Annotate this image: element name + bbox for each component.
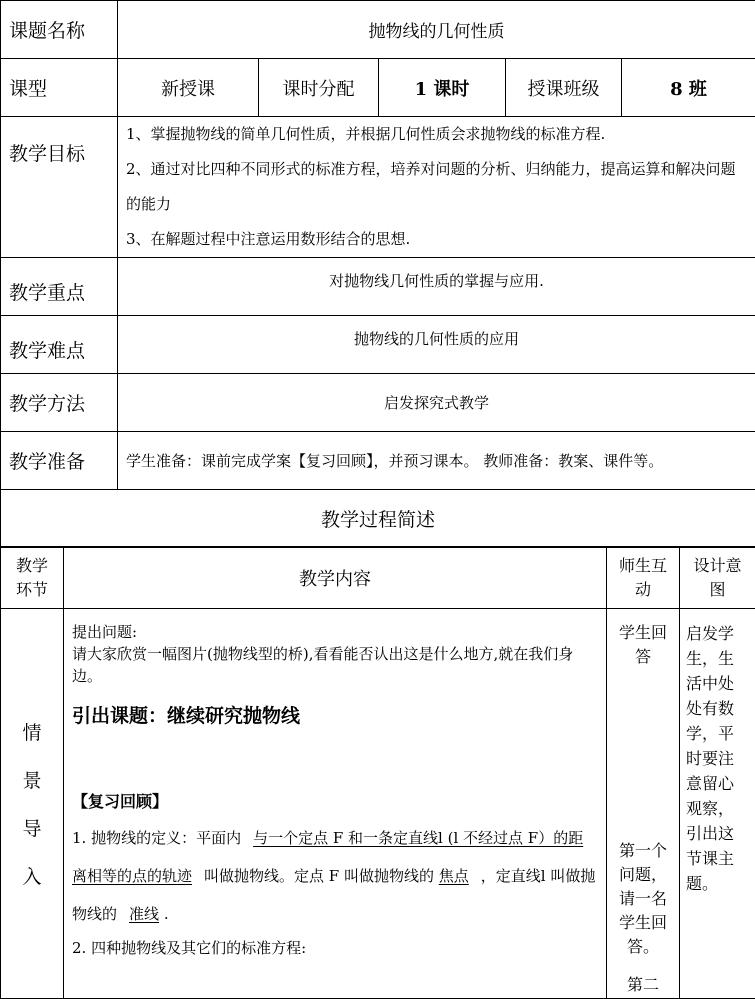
objectives-list [118, 117, 755, 258]
hours-value: 1 课时 [379, 59, 506, 117]
key-points-label: 教学重点 [1, 258, 118, 316]
content-cell [64, 609, 607, 999]
key-points-value: 对抛物线几何性质的掌握与应用. [118, 258, 755, 316]
class-value: 8 班 [622, 59, 755, 117]
objectives-label: 教学目标 [1, 117, 118, 258]
class-label: 授课班级 [506, 59, 622, 117]
question-label: 提出问题: [72, 621, 598, 643]
hours-label: 课时分配 [259, 59, 379, 117]
col-interaction: 师生互动 [607, 547, 680, 609]
type-label: 课型 [1, 59, 118, 117]
focus-blank: 焦点 [439, 867, 469, 885]
objective-item: 3、在解题过程中注意运用数形结合的思想. [126, 222, 747, 257]
topic-value: 抛物线的几何性质 [118, 1, 755, 59]
lesson-heading: 引出课题：继续研究抛物线 [72, 705, 598, 727]
standard-equations-item: 2. 四种抛物线及其它们的标准方程: [72, 937, 598, 959]
methods-label: 教学方法 [1, 374, 118, 432]
col-intent: 设计意图 [680, 547, 755, 609]
methods-value: 启发探究式教学 [118, 374, 755, 432]
stage-label: 情景导入 [1, 609, 64, 999]
col-content: 教学内容 [64, 547, 607, 609]
interaction-bottom: 第一个问题，请一名学生回答。 [613, 839, 673, 959]
review-heading: 【复习回顾】 [72, 791, 598, 813]
topic-label: 课题名称 [1, 1, 118, 59]
definition-paragraph [72, 819, 598, 933]
difficulties-label: 教学难点 [1, 316, 118, 374]
directrix-blank: 准线 [129, 905, 159, 923]
definition-text: ，定直线l 叫做抛物线的 [72, 867, 595, 923]
process-title: 教学过程简述 [1, 490, 755, 548]
process-table [0, 546, 755, 999]
interaction-cell [607, 609, 680, 999]
difficulties-value: 抛物线的几何性质的应用 [118, 316, 755, 374]
interaction-cut: 第二 [613, 973, 673, 997]
definition-end: . [164, 905, 169, 923]
preparation-label: 教学准备 [1, 432, 118, 490]
preparation-value: 学生准备：课前完成学案【复习回顾】，并预习课本。 教师准备：教案、课件等。 [118, 432, 755, 490]
definition-text: 1. 抛物线的定义：平面内 [72, 829, 241, 847]
question-text: 请大家欣赏一幅图片(抛物线型的桥),看看能否认出这是什么地方,就在我们身边。 [72, 643, 598, 687]
objective-item: 2、通过对比四种不同形式的标准方程，培养对问题的分析、归纳能力，提高运算和解决问题的能力 [126, 152, 747, 222]
definition-text: 叫做抛物线。定点 F 叫做抛物线的 [204, 867, 434, 885]
intent-cell: 启发学生，生活中处处有数学，平时要注意留心观察，引出这节课主题。 [680, 609, 755, 999]
type-value: 新授课 [118, 59, 259, 117]
interaction-top: 学生回答 [613, 621, 673, 669]
col-stage: 教学环节 [1, 547, 64, 609]
definition-blank: 与一个定点 F 和一条定直线l (l 不经过点 F）的距离相等的点的轨迹 [72, 829, 583, 885]
objective-item: 1、掌握抛物线的简单几何性质，并根据几何性质会求抛物线的标准方程. [126, 117, 747, 152]
